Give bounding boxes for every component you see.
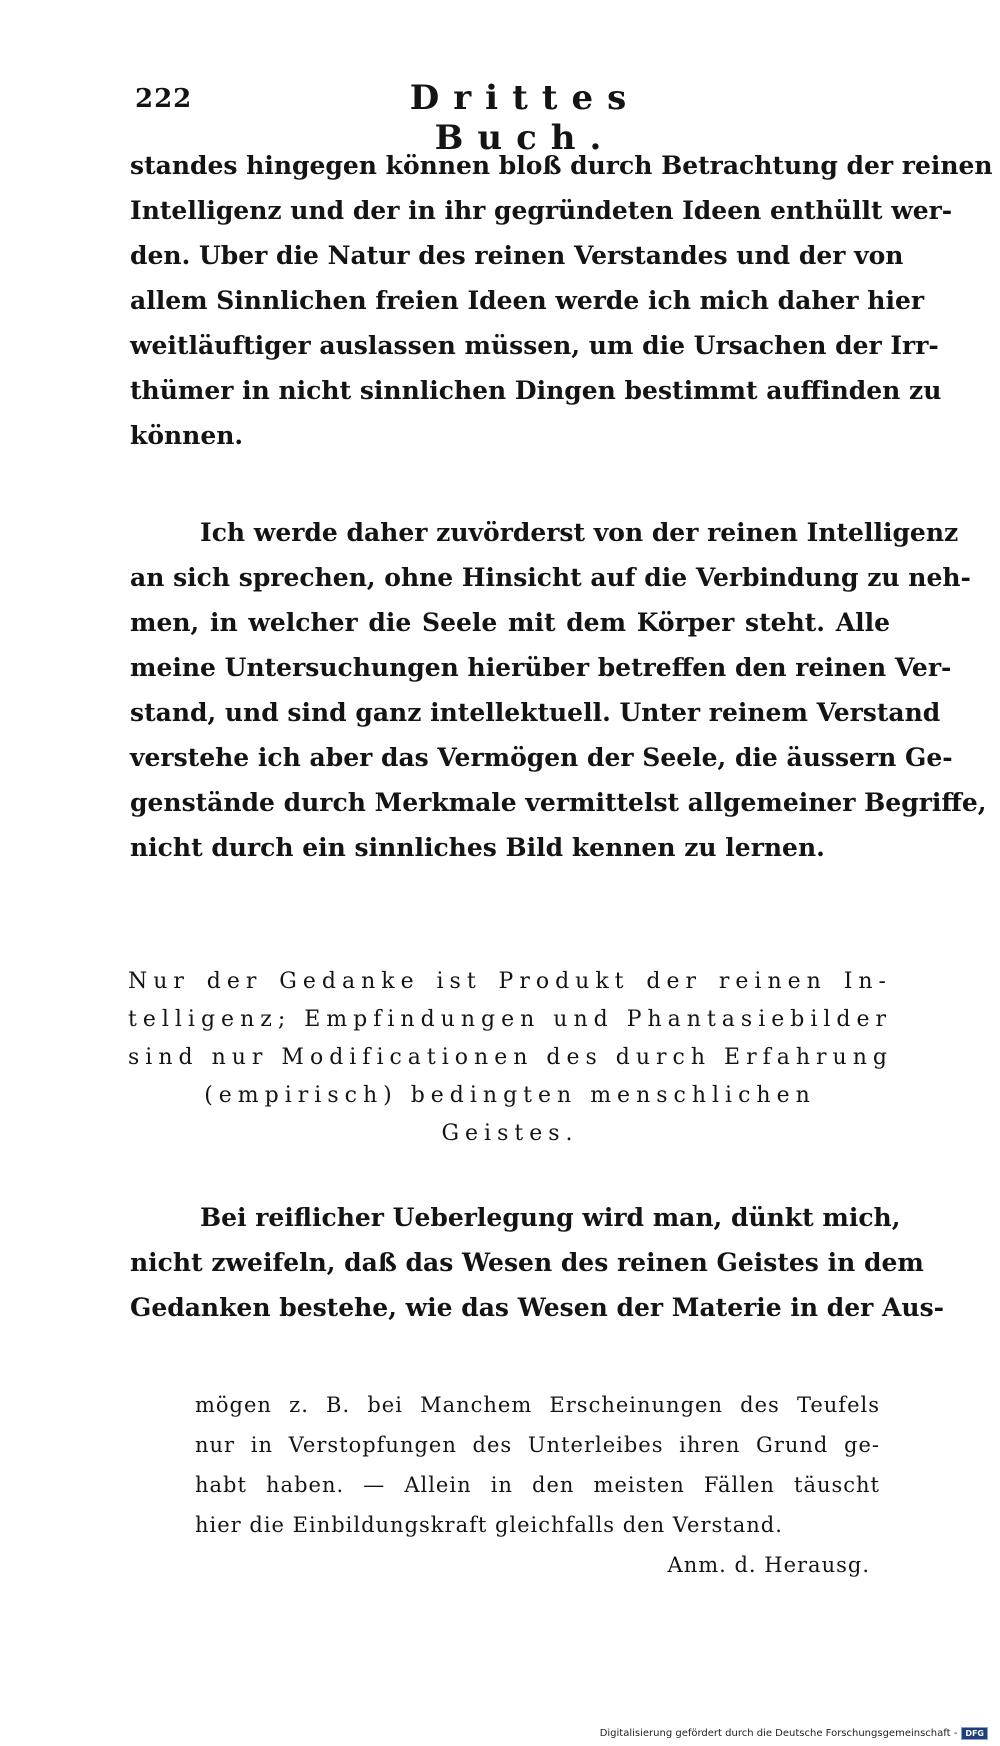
- text-line: Gedanken bestehe, wie das Wesen der Materie in der Aus-: [130, 1293, 945, 1322]
- text-line: standes hingegen können bloß durch Betrachtung der reinen: [130, 151, 993, 180]
- text-line: nicht zweifeln, daß das Wesen des reinen Geistes in dem: [130, 1248, 924, 1277]
- footer-text: Digitalisierung gefördert durch die Deutsche Forschungsgemeinschaft -: [599, 1728, 958, 1739]
- footnote: [195, 1385, 880, 1585]
- footnote-line: mögen z. B. bei Manchem Erscheinungen des Teufels: [195, 1393, 880, 1417]
- text-line: Bei reiflicher Ueberlegung wird man, dünkt mich,: [200, 1203, 901, 1232]
- quote-line: (empirisch) bedingten menschlichen: [204, 1083, 816, 1108]
- digitization-footer: [600, 1727, 988, 1740]
- text-line: men, in welcher die Seele mit dem Körper steht. Alle: [130, 608, 890, 637]
- quote-line: sind nur Modificationen des durch Erfahrung: [128, 1045, 893, 1070]
- text-line: genstände durch Merkmale vermittelst allgemeiner Begriffe,: [130, 788, 987, 817]
- footnote-line: nur in Verstopfungen des Unterleibes ihren Grund ge-: [195, 1433, 880, 1457]
- paragraph-1: [130, 143, 993, 458]
- quote-line: Nur der Gedanke ist Produkt der reinen In-: [128, 969, 892, 994]
- text-line: nicht durch ein sinnliches Bild kennen zu lernen.: [130, 833, 825, 862]
- text-line: Ich werde daher zuvörderst von der reinen Intelligenz: [200, 518, 959, 547]
- footnote-line: hier die Einbildungskraft gleichfalls den Verstand.: [195, 1513, 783, 1537]
- text-line: allem Sinnlichen freien Ideen werde ich mich daher hier: [130, 286, 925, 315]
- text-line: den. Uber die Natur des reinen Verstandes und der von: [130, 241, 904, 270]
- text-line: thümer in nicht sinnlichen Dingen bestimmt auffinden zu: [130, 376, 942, 405]
- quote-line: telligenz; Empfindungen und Phantasiebilder: [128, 1007, 893, 1032]
- text-line: an sich sprechen, ohne Hinsicht auf die Verbindung zu neh-: [130, 563, 971, 592]
- text-line: Intelligenz und der in ihr gegründeten Ideen enthüllt wer-: [130, 196, 953, 225]
- footnote-line: habt haben. — Allein in den meisten Fällen täuscht: [195, 1473, 880, 1497]
- block-quote: [128, 963, 892, 1153]
- running-head: Drittes Buch.: [409, 78, 641, 158]
- footnote-signature: Anm. d. Herausg.: [667, 1553, 870, 1577]
- page-number: 222: [135, 84, 193, 114]
- text-line: stand, und sind ganz intellektuell. Unter reinem Verstand: [130, 698, 941, 727]
- quote-line: Geistes.: [441, 1121, 579, 1146]
- dfg-logo: DFG: [961, 1727, 988, 1740]
- paragraph-2: [130, 510, 987, 870]
- text-line: können.: [130, 421, 244, 450]
- text-line: weitläuftiger auslassen müssen, um die Ursachen der Irr-: [130, 331, 939, 360]
- text-line: meine Untersuchungen hierüber betreffen den reinen Ver-: [130, 653, 952, 682]
- page-header: [135, 78, 895, 158]
- paragraph-3: [130, 1195, 945, 1330]
- text-line: verstehe ich aber das Vermögen der Seele, die äussern Ge-: [130, 743, 953, 772]
